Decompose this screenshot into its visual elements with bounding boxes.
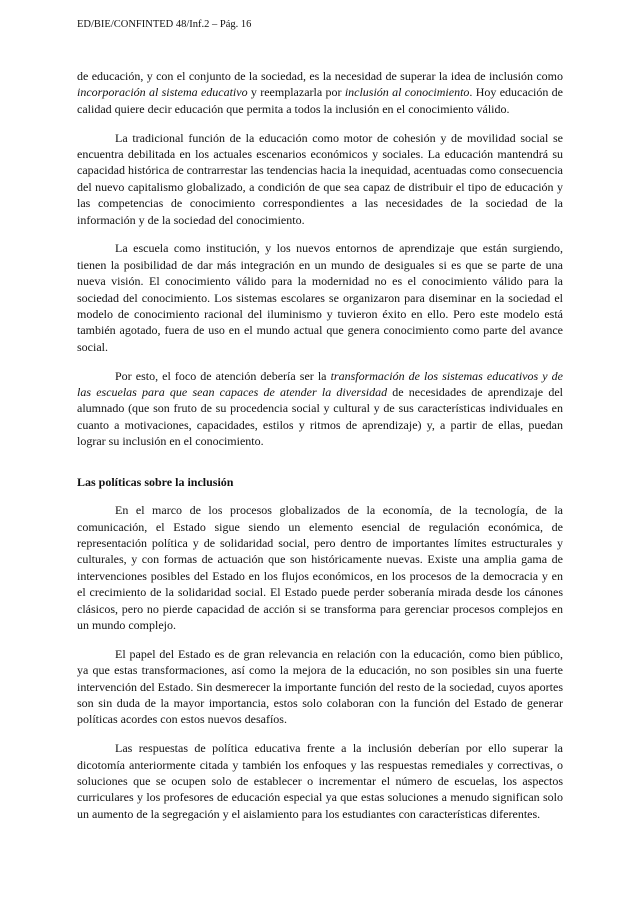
- section-paragraph-2: El papel del Estado es de gran relevancia en relación con la educación, como bien público, ya que estas transformaciones, así como la mejora de la educación, no son posibles sin una fuerte intervención del Estado. Sin desmerecer la importante función del resto de la sociedad, cuyos aportes son sin duda de la mayor importancia, estos solo colaboran con la función del Estado de generar políticas acordes con estos nuevos desafíos.: [77, 646, 563, 727]
- paragraph-4-part-c: de necesidades de aprendizaje del alumnado (que son fruto de su procedencia social y cultural y de sus características individuales en cuanto a motivaciones, capacidades, estilos y ritmos de aprendizaje) y, a partir de ellas, puedan lograr su inclusión en el conocimiento.: [77, 385, 563, 449]
- paragraph-4-part-a: Por esto, el foco de atención debería ser la: [115, 368, 331, 383]
- paragraph-1-part-e: . Hoy educación de calidad quiere decir educación que permita a todos la inclusión en el conocimiento válido.: [77, 85, 563, 116]
- paragraph-1-part-a: de educación, y con el conjunto de la sociedad, es la necesidad de superar la idea de inclusión como: [77, 69, 563, 83]
- page-header: ED/BIE/CONFINTED 48/Inf.2 – Pág. 16: [77, 19, 252, 30]
- paragraph-4: [77, 368, 563, 450]
- section-paragraph-3: Las respuestas de política educativa frente a la inclusión deberían por ello superar la dicotomía anteriormente citada y también los enfoques y las respuestas remediales y correctivas, o soluciones que se ocupen solo de establecer o incrementar el número de escuelas, los aspectos curriculares y los profesores de educación especial ya que estas soluciones a menudo significan solo un aumento de la segregación y el aislamiento para los estudiantes con características diferentes.: [77, 741, 563, 821]
- paragraph-1: [77, 68, 563, 117]
- paragraph-2: La tradicional función de la educación como motor de cohesión y de movilidad social se encuentra debilitada en los actuales escenarios económicos y sociales. La educación mantendrá su capacidad histórica de contrarrestar las tendencias hacia la inequidad, acentuadas como consecuencia del nuevo capitalismo globalizado, a condición de que sea capaz de distribuir el tipo de educación y las competencias de conocimiento correspondientes a las necesidades de la sociedad de la información y de la sociedad del conocimiento.: [77, 130, 563, 227]
- paragraph-4-italic-b: transformación de los sistemas educativos y de las escuelas para que sean capaces de atender la diversidad: [77, 368, 563, 400]
- document-body: [77, 68, 563, 835]
- paragraph-1-italic-d: inclusión al conocimiento: [344, 85, 470, 100]
- paragraph-1-part-c: y reemplazarla por: [247, 85, 345, 100]
- paragraph-3: La escuela como institución, y los nuevos entornos de aprendizaje que están surgiendo, tienen la posibilidad de dar más integración en un mundo de desiguales si es que se parte de una nueva visión. El conocimiento válido para la modernidad no es el conocimiento válido para la sociedad del conocimiento. Los sistemas escolares se organizaron para diseminar en la sociedad el modelo de conocimiento racional del iluminismo y tuvieron éxito en ello. Pero este modelo está también agotado, fuera de uso en el mundo actual que genera conocimiento como parte del avance social.: [77, 241, 563, 354]
- section-paragraph-1: En el marco de los procesos globalizados de la economía, de la tecnología, de la comunicación, el Estado sigue siendo un elemento esencial de regulación económica, de representación política y de solidaridad social, pero dentro de importantes límites estructurales y culturales, y con formas de actuación que son históricamente nuevas. Existe una amplia gama de intervenciones posibles del Estado en los flujos económicos, en los procesos de la democracia y en el crecimiento de la solidaridad social. El Estado puede perder soberanía mirada desde los cánones clásicos, pero no pierde capacidad de acción si se transforma para gerenciar procesos complejos en un mundo complejo.: [77, 503, 563, 632]
- section-heading: Las políticas sobre la inclusión: [77, 474, 234, 489]
- paragraph-1-italic-b: incorporación al sistema educativo: [77, 85, 248, 100]
